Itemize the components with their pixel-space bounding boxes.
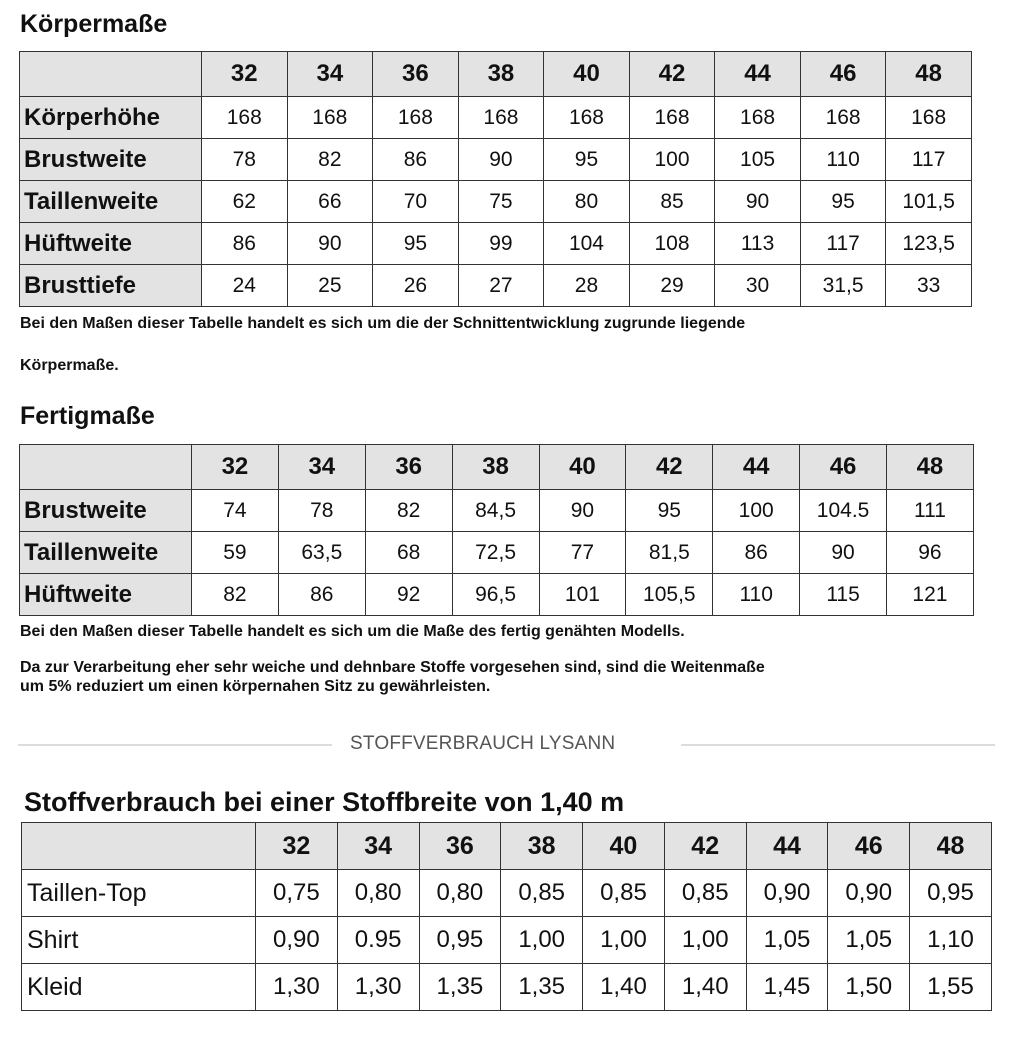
- table-cell: 82: [287, 139, 373, 181]
- table-cell: 90: [458, 139, 544, 181]
- header-corner: [20, 445, 192, 490]
- table-cell: 0,90: [746, 870, 828, 917]
- table-cell: 95: [373, 223, 459, 265]
- table-cell: 105,5: [626, 574, 713, 616]
- fertigmasse-note-weite-cont: um 5% reduziert um einen körpernahen Sitz zu gewährleisten.: [20, 678, 491, 695]
- table-cell: 81,5: [626, 532, 713, 574]
- size-header: 32: [256, 823, 338, 870]
- table-cell: 90: [715, 181, 801, 223]
- table-cell: 168: [886, 97, 972, 139]
- size-header: 32: [202, 52, 288, 97]
- table-cell: 123,5: [886, 223, 972, 265]
- table-cell: 86: [278, 574, 365, 616]
- table-cell: 82: [365, 490, 452, 532]
- section-divider: [18, 733, 995, 755]
- fertigmasse-note: Bei den Maßen dieser Tabelle handelt es sich um die Maße des fertig genähten Modells.: [20, 623, 685, 640]
- table-row: [20, 265, 972, 307]
- size-header: 46: [800, 52, 886, 97]
- table-cell: 62: [202, 181, 288, 223]
- stoffverbrauch-table: [21, 822, 992, 1011]
- table-cell: 95: [626, 490, 713, 532]
- table-cell: 59: [192, 532, 279, 574]
- table-cell: 117: [886, 139, 972, 181]
- size-header: 34: [278, 445, 365, 490]
- table-cell: 1,00: [583, 917, 665, 964]
- table-row: [22, 917, 992, 964]
- table-cell: 110: [713, 574, 800, 616]
- table-cell: 63,5: [278, 532, 365, 574]
- table-cell: 1,55: [910, 964, 992, 1011]
- size-header: 46: [828, 823, 910, 870]
- table-cell: 1,35: [501, 964, 583, 1011]
- size-header: 48: [887, 445, 974, 490]
- table-cell: 1,05: [746, 917, 828, 964]
- table-cell: 1,30: [337, 964, 419, 1011]
- row-label: Taillenweite: [20, 532, 192, 574]
- table-cell: 104: [544, 223, 630, 265]
- table-cell: 1,00: [664, 917, 746, 964]
- table-cell: 1,45: [746, 964, 828, 1011]
- table-cell: 1,40: [664, 964, 746, 1011]
- size-header: 36: [365, 445, 452, 490]
- table-cell: 90: [539, 490, 626, 532]
- table-cell: 74: [192, 490, 279, 532]
- stoffverbrauch-title: Stoffverbrauch bei einer Stoffbreite von 1,40 m: [24, 787, 625, 817]
- table-cell: 70: [373, 181, 459, 223]
- table-cell: 0,95: [419, 917, 501, 964]
- size-header: 34: [287, 52, 373, 97]
- fertigmasse-table: [19, 444, 974, 616]
- table-cell: 90: [287, 223, 373, 265]
- size-header: 32: [192, 445, 279, 490]
- table-cell: 31,5: [800, 265, 886, 307]
- table-cell: 113: [715, 223, 801, 265]
- size-header: 38: [452, 445, 539, 490]
- header-corner: [22, 823, 256, 870]
- table-cell: 168: [373, 97, 459, 139]
- table-cell: 75: [458, 181, 544, 223]
- table-cell: 0,85: [583, 870, 665, 917]
- row-label: Körperhöhe: [20, 97, 202, 139]
- row-label: Taillenweite: [20, 181, 202, 223]
- size-header: 42: [664, 823, 746, 870]
- table-cell: 96: [887, 532, 974, 574]
- table-cell: 101,5: [886, 181, 972, 223]
- size-header: 36: [373, 52, 459, 97]
- table-cell: 168: [544, 97, 630, 139]
- size-header: 40: [583, 823, 665, 870]
- table-row: [20, 223, 972, 265]
- divider-label: STOFFVERBRAUCH LYSANN: [350, 733, 616, 754]
- table-cell: 0,85: [664, 870, 746, 917]
- size-header: 40: [539, 445, 626, 490]
- table-cell: 115: [800, 574, 887, 616]
- table-cell: 66: [287, 181, 373, 223]
- size-header: 42: [629, 52, 715, 97]
- table-row: [20, 97, 972, 139]
- table-cell: 1,10: [910, 917, 992, 964]
- row-label: Hüftweite: [20, 223, 202, 265]
- size-header: 42: [626, 445, 713, 490]
- divider-line-left: [18, 744, 332, 746]
- table-cell: 168: [800, 97, 886, 139]
- table-row: [20, 181, 972, 223]
- table-cell: 111: [887, 490, 974, 532]
- table-cell: 84,5: [452, 490, 539, 532]
- table-cell: 0,80: [419, 870, 501, 917]
- koerpermasse-title: Körpermaße: [20, 10, 168, 38]
- fertigmasse-note-weite: Da zur Verarbeitung eher sehr weiche und dehnbare Stoffe vorgesehen sind, sind die Weitenmaße: [20, 659, 765, 676]
- table-cell: 0,90: [828, 870, 910, 917]
- table-cell: 95: [544, 139, 630, 181]
- table-row: [22, 964, 992, 1011]
- size-header: 44: [715, 52, 801, 97]
- row-label: Hüftweite: [20, 574, 192, 616]
- table-cell: 90: [800, 532, 887, 574]
- table-cell: 100: [629, 139, 715, 181]
- table-cell: 92: [365, 574, 452, 616]
- table-cell: 86: [713, 532, 800, 574]
- table-cell: 80: [544, 181, 630, 223]
- table-cell: 104.5: [800, 490, 887, 532]
- table-cell: 0,95: [910, 870, 992, 917]
- table-row: [22, 870, 992, 917]
- table-cell: 100: [713, 490, 800, 532]
- table-cell: 1,05: [828, 917, 910, 964]
- table-cell: 1,50: [828, 964, 910, 1011]
- table-cell: 29: [629, 265, 715, 307]
- table-cell: 117: [800, 223, 886, 265]
- table-cell: 68: [365, 532, 452, 574]
- size-header: 38: [501, 823, 583, 870]
- row-label: Shirt: [22, 917, 256, 964]
- koerpermasse-note: Bei den Maßen dieser Tabelle handelt es sich um die der Schnittentwicklung zugrunde liegende: [20, 315, 746, 332]
- table-cell: 26: [373, 265, 459, 307]
- koerpermasse-table: [19, 51, 972, 307]
- table-row: [20, 490, 974, 532]
- row-label: Brustweite: [20, 139, 202, 181]
- table-cell: 1,00: [501, 917, 583, 964]
- size-header: 34: [337, 823, 419, 870]
- table-cell: 28: [544, 265, 630, 307]
- table-cell: 86: [373, 139, 459, 181]
- table-cell: 1,40: [583, 964, 665, 1011]
- row-label: Brusttiefe: [20, 265, 202, 307]
- table-cell: 168: [715, 97, 801, 139]
- table-cell: 86: [202, 223, 288, 265]
- table-cell: 24: [202, 265, 288, 307]
- table-cell: 96,5: [452, 574, 539, 616]
- table-row: [20, 532, 974, 574]
- table-cell: 78: [278, 490, 365, 532]
- table-cell: 1,30: [256, 964, 338, 1011]
- table-cell: 99: [458, 223, 544, 265]
- row-label: Taillen-Top: [22, 870, 256, 917]
- table-cell: 101: [539, 574, 626, 616]
- table-row: [20, 574, 974, 616]
- koerpermasse-note-cont: Körpermaße.: [20, 357, 119, 374]
- table-row: [20, 139, 972, 181]
- row-label: Brustweite: [20, 490, 192, 532]
- table-cell: 78: [202, 139, 288, 181]
- table-cell: 82: [192, 574, 279, 616]
- table-cell: 168: [629, 97, 715, 139]
- table-cell: 72,5: [452, 532, 539, 574]
- size-header: 46: [800, 445, 887, 490]
- table-cell: 105: [715, 139, 801, 181]
- table-cell: 168: [287, 97, 373, 139]
- table-cell: 77: [539, 532, 626, 574]
- table-cell: 121: [887, 574, 974, 616]
- divider-line-right: [681, 744, 995, 746]
- table-cell: 110: [800, 139, 886, 181]
- size-header: 48: [910, 823, 992, 870]
- header-corner: [20, 52, 202, 97]
- table-cell: 108: [629, 223, 715, 265]
- size-header: 36: [419, 823, 501, 870]
- size-header: 40: [544, 52, 630, 97]
- table-cell: 30: [715, 265, 801, 307]
- table-cell: 0,90: [256, 917, 338, 964]
- row-label: Kleid: [22, 964, 256, 1011]
- table-cell: 0.95: [337, 917, 419, 964]
- table-cell: 85: [629, 181, 715, 223]
- table-cell: 0,85: [501, 870, 583, 917]
- table-cell: 0,80: [337, 870, 419, 917]
- size-header: 48: [886, 52, 972, 97]
- table-cell: 95: [800, 181, 886, 223]
- table-cell: 168: [202, 97, 288, 139]
- size-header: 44: [713, 445, 800, 490]
- fertigmasse-title: Fertigmaße: [20, 402, 155, 430]
- table-cell: 1,35: [419, 964, 501, 1011]
- table-cell: 27: [458, 265, 544, 307]
- table-cell: 25: [287, 265, 373, 307]
- table-cell: 168: [458, 97, 544, 139]
- size-header: 44: [746, 823, 828, 870]
- size-header: 38: [458, 52, 544, 97]
- table-cell: 0,75: [256, 870, 338, 917]
- table-cell: 33: [886, 265, 972, 307]
